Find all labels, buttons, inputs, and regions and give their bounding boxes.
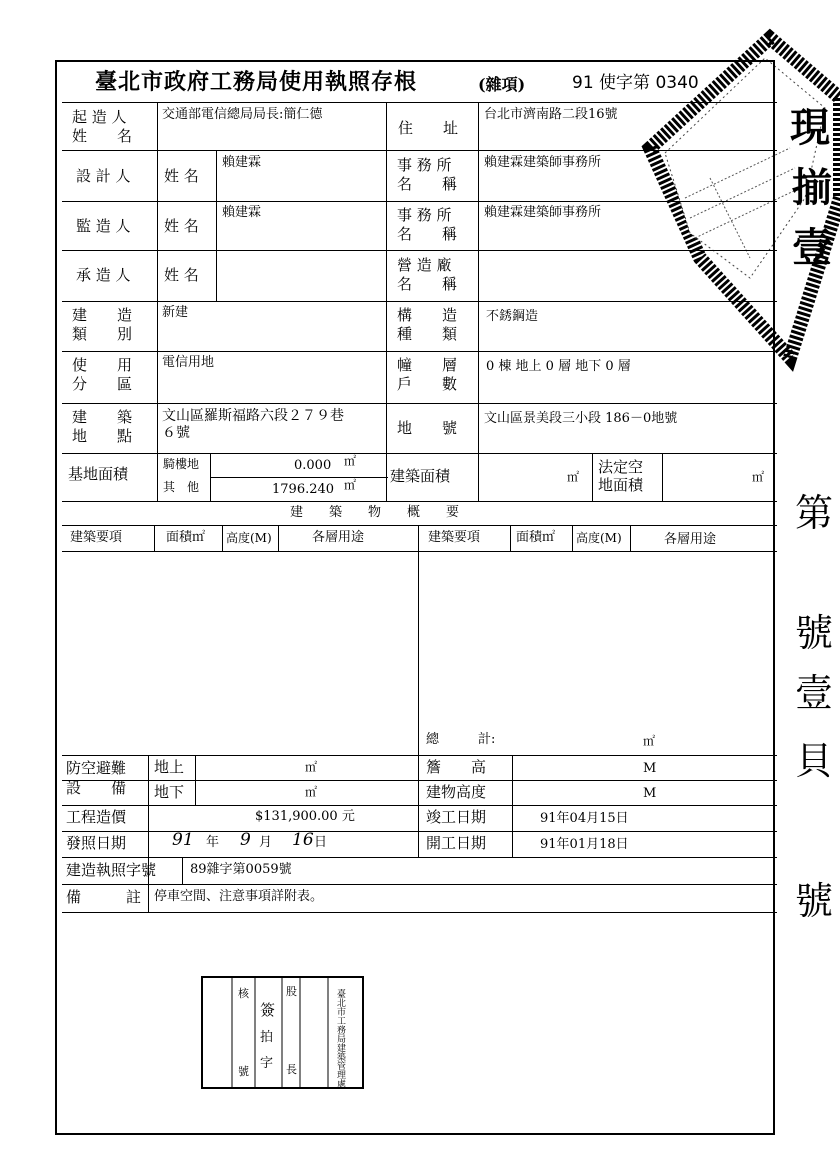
- permit-ref-value: 89雜字第0059號: [190, 862, 292, 877]
- eaves-unit: M: [643, 761, 657, 776]
- stamp-vertical-text: 臺北市工務局建築管理處: [335, 989, 345, 1088]
- start-label: 開工日期: [426, 834, 487, 852]
- col-height-left: 高度(M): [226, 531, 272, 545]
- floors-value: 0 棟 地上 0 層 地下 0 層: [486, 359, 631, 374]
- issue-day-char: 日: [314, 835, 328, 850]
- build-type-value: 新建: [162, 305, 189, 320]
- col-area-left: 面積㎡: [166, 530, 206, 545]
- issue-year-handwritten: 91: [172, 830, 194, 850]
- approval-stamp: [200, 975, 365, 1090]
- completion-date: 91年04月15日: [540, 811, 629, 826]
- issue-month-handwritten: 9: [240, 830, 251, 850]
- remarks-label: 備 註: [66, 888, 142, 906]
- stamp-char-4: 拍: [260, 1030, 274, 1045]
- contractor-role: 承 造 人: [76, 266, 131, 284]
- open-space-unit: ㎡: [752, 470, 765, 484]
- side-char-3: 第: [795, 491, 834, 535]
- summary-title: 建 築 物 概 要: [290, 505, 460, 520]
- lot-value: 文山區景美段三小段 186－0地號: [484, 411, 678, 426]
- col-use-left: 各層用途: [312, 530, 365, 545]
- build-type-label: 建 造 類 別: [72, 306, 133, 343]
- contractor-name-label: 姓 名: [164, 266, 199, 284]
- eaves-label: 簷 高: [426, 758, 487, 776]
- other-unit: ㎡: [344, 478, 357, 492]
- structure-value: 不銹鋼造: [486, 309, 539, 324]
- total-label: 總 計:: [426, 732, 496, 747]
- address-label: 住 址: [398, 119, 459, 137]
- supervisor-role: 監 造 人: [76, 217, 131, 235]
- height-unit: M: [643, 786, 657, 801]
- use-zone-label: 使 用 分 區: [72, 356, 133, 393]
- arcade-unit: ㎡: [344, 454, 357, 468]
- designer-role: 設 計 人: [76, 167, 131, 185]
- permit-number: 91 使字第 0340: [572, 73, 699, 93]
- col-use-right: 各層用途: [664, 532, 717, 547]
- side-char-0: 現: [790, 104, 830, 151]
- floors-label: 幢 層 戶 數: [397, 356, 458, 393]
- stamp-char-2: 號: [238, 1065, 249, 1078]
- shelter-label: 防空避難 設 備: [66, 759, 127, 797]
- designer-office: 賴建霖建築師事務所: [484, 155, 602, 170]
- location-value: 文山區羅斯福路六段２７９巷 ６號: [162, 408, 344, 441]
- side-char-4: 號: [795, 611, 834, 655]
- arcade-label: 騎樓地: [163, 457, 200, 471]
- building-area-unit: ㎡: [567, 470, 580, 484]
- supervisor-name-label: 姓 名: [164, 217, 199, 235]
- site-area-label: 基地面積: [68, 465, 129, 483]
- arcade-value: 0.000: [294, 458, 332, 473]
- total-unit: ㎡: [643, 734, 656, 748]
- structure-label: 構 造 種 類: [397, 306, 458, 343]
- owner-name: 交通部電信總局局長:簡仁德: [162, 107, 323, 122]
- stamp-char-3: 簽: [260, 1001, 276, 1019]
- side-char-1: 揃: [792, 164, 832, 211]
- issue-year-char: 年: [206, 835, 220, 850]
- cost-label: 工程造價: [66, 808, 127, 826]
- col-area-right: 面積㎡: [516, 530, 556, 545]
- completion-label: 竣工日期: [426, 808, 487, 826]
- remarks-value: 停車空間、注意事項詳附表。: [154, 889, 324, 904]
- shelter-below: 地下: [154, 783, 185, 801]
- contractor-office-label: 營 造 廠 名 稱: [397, 256, 458, 293]
- cost-value: $131,900.00 元: [255, 809, 355, 824]
- shelter-above: 地上: [154, 758, 185, 776]
- col-item-left: 建築要項: [70, 530, 123, 545]
- stamp-char-6: 股: [286, 985, 297, 998]
- building-area-label: 建築面積: [390, 467, 451, 485]
- col-height-right: 高度(M): [576, 531, 622, 545]
- designer-name: 賴建霖: [222, 155, 262, 170]
- col-item-right: 建築要項: [428, 530, 481, 545]
- stamp-char-7: 長: [286, 1063, 297, 1076]
- side-char-6: 貝: [795, 739, 834, 783]
- open-space-label: 法定空 地面積: [598, 458, 644, 494]
- supervisor-office: 賴建霖建築師事務所: [484, 205, 602, 220]
- issue-month-char: 月: [259, 835, 273, 850]
- shelter-above-unit: ㎡: [305, 760, 318, 774]
- designer-office-label: 事 務 所 名 稱: [397, 156, 458, 193]
- use-zone-value: 電信用地: [162, 355, 215, 370]
- stamp-char-5: 字: [260, 1056, 274, 1071]
- owner-label: 起 造 人 姓 名: [72, 108, 133, 145]
- side-char-7: 號: [795, 879, 834, 923]
- supervisor-name: 賴建霖: [222, 205, 262, 220]
- other-value: 1796.240: [272, 482, 335, 497]
- height-label: 建物高度: [426, 783, 487, 801]
- designer-name-label: 姓 名: [164, 167, 199, 185]
- side-char-2: 壹: [792, 224, 832, 271]
- form-title: 臺北市政府工務局使用執照存根: [95, 69, 418, 95]
- permit-ref-label: 建造執照字號: [66, 861, 157, 879]
- location-label: 建 築 地 點: [72, 408, 133, 445]
- start-date: 91年01月18日: [540, 837, 629, 852]
- shelter-below-unit: ㎡: [305, 785, 318, 799]
- address-value: 台北市濟南路二段16號: [484, 107, 618, 122]
- issue-label: 發照日期: [66, 834, 127, 852]
- form-title-suffix: (雜項): [478, 75, 526, 94]
- issue-day-handwritten: 16: [292, 830, 314, 850]
- other-label: 其 他: [163, 480, 200, 494]
- supervisor-office-label: 事 務 所 名 稱: [397, 206, 458, 243]
- side-char-5: 壹: [795, 671, 834, 715]
- lot-label: 地 號: [397, 419, 458, 437]
- stamp-char-1: 核: [238, 987, 249, 1000]
